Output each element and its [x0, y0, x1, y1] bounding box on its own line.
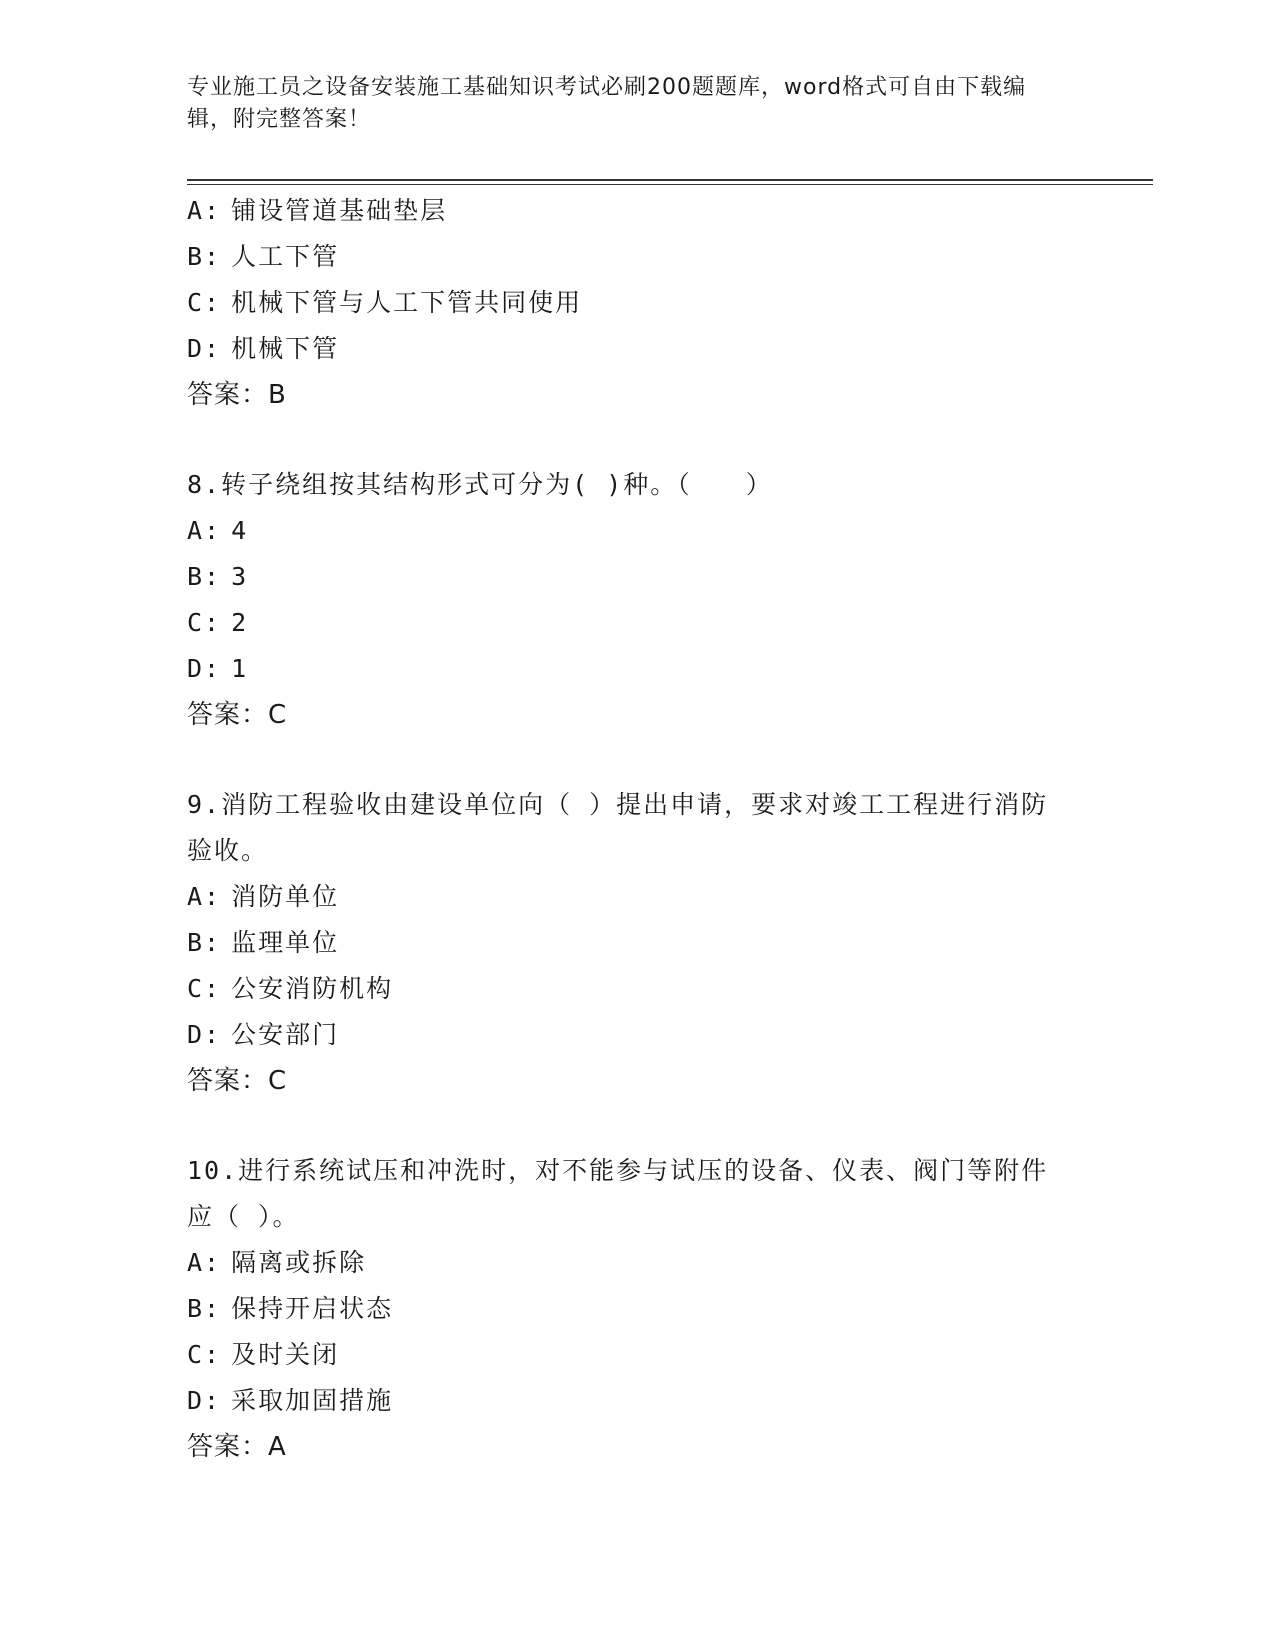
option-d: D: 公安部门 — [187, 1020, 340, 1049]
option-b: B: 3 — [187, 562, 249, 591]
answer-line: 答案：C — [187, 1066, 288, 1096]
option-b: B: 保持开启状态 — [187, 1294, 394, 1323]
question-list — [187, 188, 1087, 1470]
question-block-7 — [187, 188, 1087, 418]
question-block-9 — [187, 782, 1087, 1104]
option-c: C: 2 — [187, 608, 249, 637]
option-a: A: 隔离或拆除 — [187, 1248, 367, 1277]
option-d: D: 1 — [187, 654, 249, 683]
header-divider-thin — [187, 184, 1153, 185]
option-a: A: 铺设管道基础垫层 — [187, 196, 448, 225]
option-d: D: 机械下管 — [187, 334, 340, 363]
question-block-10 — [187, 1148, 1087, 1470]
option-a: A: 消防单位 — [187, 882, 340, 911]
question-text: 10.进行系统试压和冲洗时，对不能参与试压的设备、仪表、阀门等附件应（ ）。 — [187, 1156, 1049, 1231]
option-a: A: 4 — [187, 516, 249, 545]
question-text: 9.消防工程验收由建设单位向（ ）提出申请，要求对竣工工程进行消防验收。 — [187, 790, 1049, 865]
answer-line: 答案：B — [187, 380, 287, 410]
question-block-8 — [187, 462, 1087, 738]
option-b: B: 监理单位 — [187, 928, 340, 957]
question-text: 8.转子绕组按其结构形式可分为( )种。（ ） — [187, 470, 773, 499]
option-c: C: 公安消防机构 — [187, 974, 394, 1003]
document-header: 专业施工员之设备安装施工基础知识考试必刷200题题库，word格式可自由下载编辑，附完整答案！ — [187, 75, 1027, 132]
option-c: C: 及时关闭 — [187, 1340, 340, 1369]
answer-line: 答案：C — [187, 700, 288, 730]
option-c: C: 机械下管与人工下管共同使用 — [187, 288, 583, 317]
header-divider-thick — [187, 179, 1153, 181]
option-d: D: 采取加固措施 — [187, 1386, 394, 1415]
option-b: B: 人工下管 — [187, 242, 340, 271]
answer-line: 答案：A — [187, 1432, 287, 1462]
